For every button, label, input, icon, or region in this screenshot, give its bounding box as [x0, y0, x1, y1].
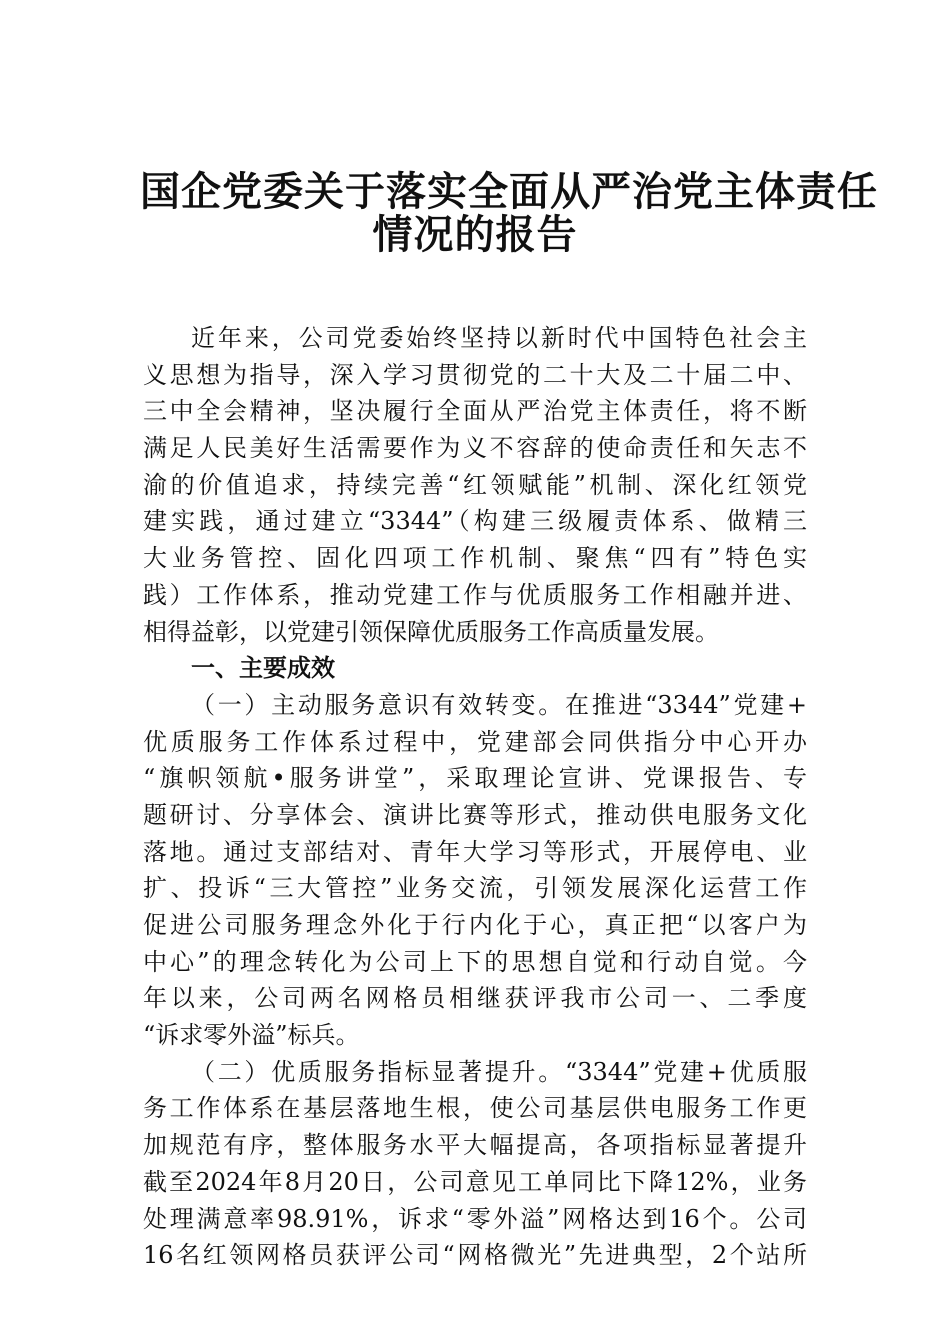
paragraph-1-line: 义思想为指导，深入学习贯彻党的二十大及二十届二中、: [143, 360, 807, 389]
paragraph-1-line: 践）工作体系，推动党建工作与优质服务工作相融并进、: [143, 580, 807, 609]
paragraph-3-line: 加规范有序，整体服务水平大幅提高，各项指标显著提升: [143, 1131, 807, 1160]
paragraph-2-line: 年以来，公司两名网格员相继获评我市公司一、二季度: [143, 984, 807, 1013]
paragraph-2-line: 优质服务工作体系过程中，党建部会同供指分中心开办: [143, 727, 807, 756]
paragraph-3-line: （二）优质服务指标显著提升。“3344”党建+优质服: [191, 1057, 807, 1086]
paragraph-1-line: 建实践，通过建立“3344”（构建三级履责体系、做精三: [143, 507, 807, 536]
paragraph-2-line: 题研讨、分享体会、演讲比赛等形式，推动供电服务文化: [143, 800, 807, 829]
document-body: [143, 320, 807, 1274]
paragraph-1-line: 大业务管控、固化四项工作机制、聚焦“四有”特色实: [143, 544, 807, 573]
section-heading: 一、主要成效: [191, 654, 335, 683]
paragraph-2-line: “诉求零外溢”标兵。: [143, 1021, 360, 1050]
paragraph-2-line: 中心”的理念转化为公司上下的思想自觉和行动自觉。今: [143, 947, 807, 976]
paragraph-2-line: （一）主动服务意识有效转变。在推进“3344”党建+: [191, 690, 807, 719]
paragraph-1-line: 满足人民美好生活需要作为义不容辞的使命责任和矢志不: [143, 434, 807, 463]
paragraph-3-line: 截至2024年8月20日，公司意见工单同比下降12%，业务: [143, 1167, 807, 1196]
paragraph-1-line: 近年来，公司党委始终坚持以新时代中国特色社会主: [191, 324, 807, 352]
paragraph-2-line: 落地。通过支部结对、青年大学习等形式，开展停电、业: [143, 837, 807, 866]
paragraph-1-line: 渝的价值追求，持续完善“红领赋能”机制、深化红领党: [143, 470, 807, 499]
paragraph-2-line: 促进公司服务理念外化于行内化于心，真正把“以客户为: [143, 911, 807, 939]
document-title-line-1: 国企党委关于落实全面从严治党主体责任: [140, 169, 878, 215]
paragraph-3-line: 务工作体系在基层落地生根，使公司基层供电服务工作更: [143, 1094, 807, 1123]
paragraph-1-line: 三中全会精神，坚决履行全面从严治党主体责任，将不断: [143, 397, 807, 426]
paragraph-3-line: 处理满意率98.91%，诉求“零外溢”网格达到16个。公司: [143, 1204, 807, 1233]
document-title-line-2: 情况的报告: [372, 212, 578, 258]
paragraph-2-line: “旗帜领航•服务讲堂”，采取理论宣讲、党课报告、专: [143, 764, 807, 793]
paragraph-1-line: 相得益彰，以党建引领保障优质服务工作高质量发展。: [143, 617, 719, 646]
paragraph-3-line: 16名红领网格员获评公司“网格微光”先进典型，2个站所: [143, 1241, 807, 1270]
paragraph-2-line: 扩、投诉“三大管控”业务交流，引领发展深化运营工作: [143, 874, 807, 903]
